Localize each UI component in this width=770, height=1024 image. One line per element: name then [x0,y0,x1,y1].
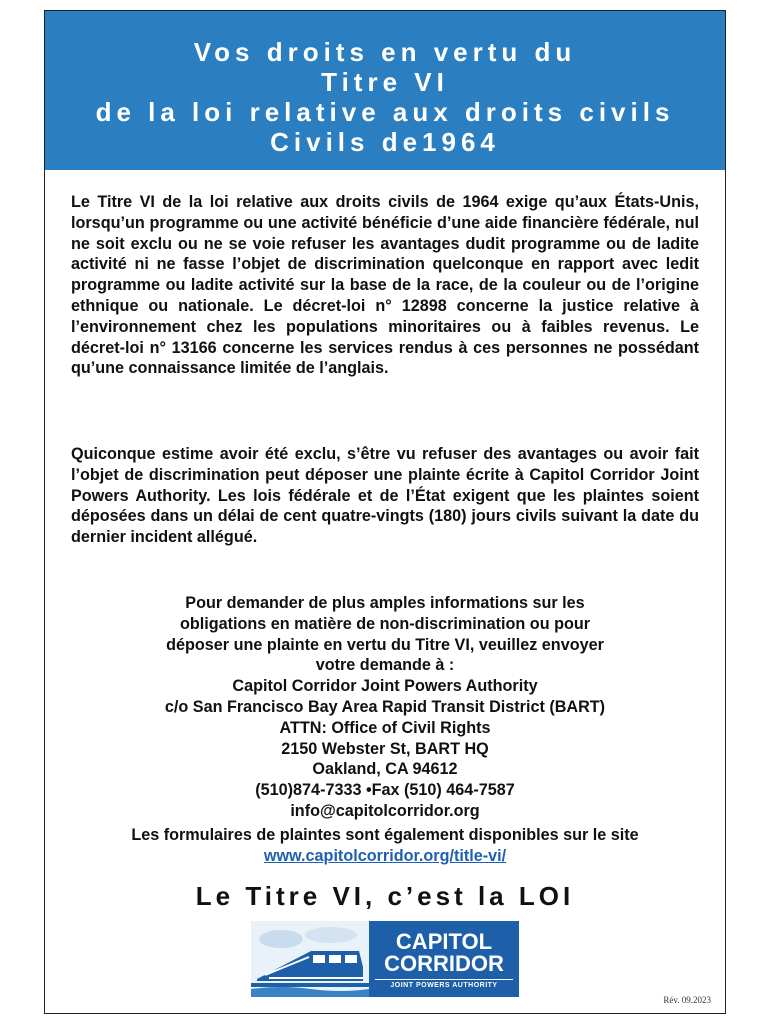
rights-paragraph: Le Titre VI de la loi relative aux droits civils de 1964 exige qu’aux États-Unis, lorsqu’un programme ou une activité bénéficie d’une aide financière fédérale, nul ne soit exclu ou ne se voie refuser les avantages dudit programme ou de ladite activité ni ne fasse l’objet de discrimination quelconque en rapport avec ledit programme ou ladite activité sur la base de la race, de la couleur ou de l’origine ethnique ou nationale. Le décret-loi n° 12898 concerne la justice relative à l’environnement chez les populations minoritaires ou à faibles revenus. Le décret-loi n° 13166 concerne les services rendus à ces personnes ne possédant qu’une connaissance limitée de l’anglais. [71,193,699,378]
capitol-corridor-logo [251,921,519,997]
law-heading: Le Titre VI, c’est la LOI [195,881,575,911]
contact-intro-1: Pour demander de plus amples informations sur les [185,594,585,612]
contact-attn: ATTN: Office of Civil Rights [279,718,491,737]
contact-email[interactable]: info@capitolcorridor.org [290,801,480,820]
logo-wordmark [369,921,519,997]
notice-frame [44,10,726,1014]
revision-date: Rév. 09.2023 [663,995,711,1005]
contact-street: 2150 Webster St, BART HQ [281,739,489,758]
contact-intro-3: déposer une plainte en vertu du Titre VI, veuillez envoyer [166,635,604,654]
forms-text: Les formulaires de plaintes sont également disponibles sur le site [131,826,639,844]
contact-phone-fax: (510)874-7333 •Fax (510) 464-7587 [255,781,515,800]
contact-city: Oakland, CA 94612 [312,760,458,779]
train-icon [251,921,369,997]
title-line-2: Titre VI [321,67,449,97]
contact-intro-4: votre demande à : [315,656,455,675]
title-line-1: Vos droits en vertu du [193,37,577,67]
logo-line-2: CORRIDOR [384,951,504,976]
title-vi-link[interactable]: www.capitolcorridor.org/title-vi/ [263,846,507,865]
logo-line-1: CAPITOL [395,929,493,954]
logo-line-3: JOINT POWERS AUTHORITY [375,979,513,989]
complaint-paragraph: Quiconque estime avoir été exclu, s’être vu refuser des avantages ou avoir fait l’objet de discrimination peut déposer une plainte écrite à Capitol Corridor Joint Powers Authority. Les lois fédérale et de l’État exigent que les plaintes soient déposées dans un délai de cent quatre-vingts (180) jours civils suivant la date du dernier incident allégué. [71,445,699,547]
contact-care-of: c/o San Francisco Bay Area Rapid Transit District (BART) [164,697,606,716]
forms-note [59,825,711,867]
contact-org: Capitol Corridor Joint Powers Authority [232,677,538,696]
title-line-4: Civils de1964 [270,127,500,157]
title-banner [45,11,725,170]
contact-block [55,593,715,822]
title-line-3: de la loi relative aux droits civils [95,97,675,127]
contact-intro-2: obligations en matière de non-discrimination ou pour [179,614,591,633]
